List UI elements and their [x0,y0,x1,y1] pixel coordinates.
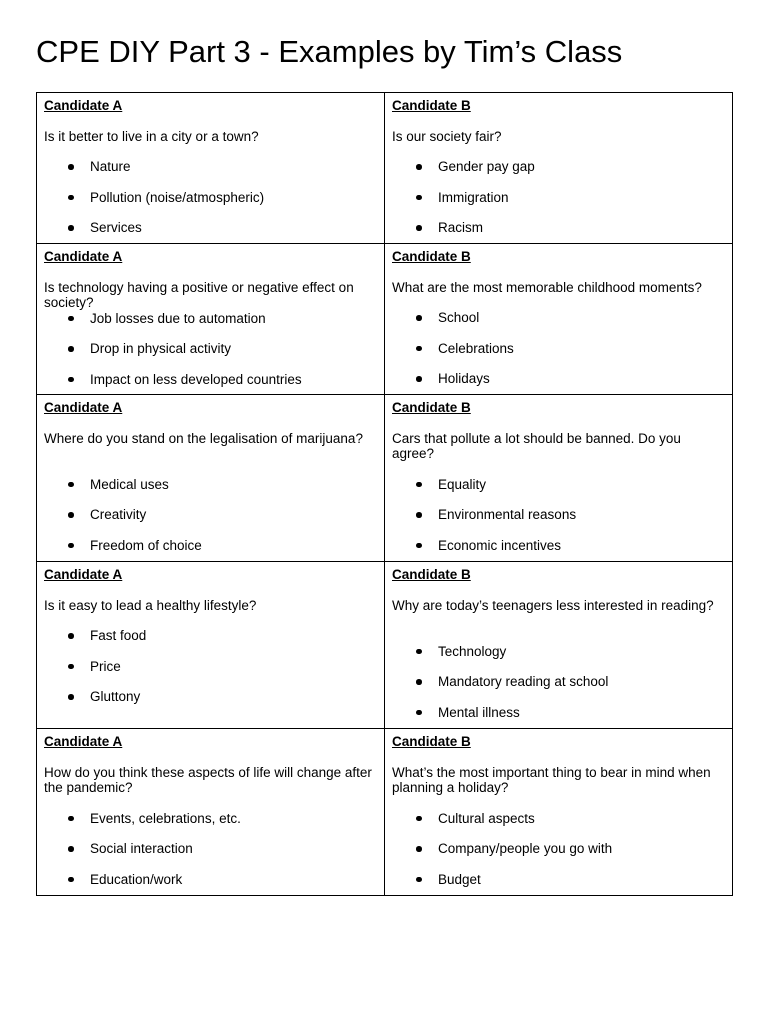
list-item-text: Celebrations [438,340,514,356]
candidate-a-cell [37,244,385,395]
bullet-icon [68,694,74,700]
candidate-b-cell [385,562,733,729]
list-item [392,538,724,554]
list-item-text: Fast food [90,628,147,643]
list-item [392,674,724,690]
bullet-list [392,159,724,236]
bullet-icon [416,877,422,883]
list-item [392,310,724,326]
bullet-list [44,811,376,888]
candidate-b-cell [385,244,733,395]
list-item [44,341,376,357]
list-item-text: Nature [90,159,131,174]
list-item-text: Technology [438,643,507,659]
bullet-list [392,310,724,387]
candidate-label: Candidate A [44,567,123,582]
candidate-label: Candidate B [392,98,471,113]
question-text: What are the most memorable childhood moments? [392,279,702,295]
bullet-list [392,477,724,554]
list-item [44,159,376,175]
list-item-text: Drop in physical activity [90,341,232,356]
bullet-icon [416,225,422,231]
list-item [44,811,376,827]
bullet-icon [416,846,422,852]
bullet-icon [416,346,422,352]
candidate-a-cell [37,562,385,729]
list-item-text: Gender pay gap [438,159,535,174]
candidate-label: Candidate B [392,567,471,582]
candidate-a-cell [37,729,385,896]
bullet-icon [416,512,422,518]
list-item [44,659,376,675]
list-item-text: Economic incentives [438,537,562,553]
table-row [37,395,733,562]
bullet-list [44,477,376,554]
bullet-icon [68,816,74,822]
bullet-icon [68,482,74,488]
table-row [37,562,733,729]
list-item-text: Events, celebrations, etc. [90,810,241,826]
list-item-text: Pollution (noise/atmospheric) [90,189,265,205]
list-item [392,220,724,236]
list-item [44,841,376,857]
bullet-icon [68,164,74,170]
bullet-icon [416,315,422,321]
list-item-text: Creativity [90,507,147,522]
list-item-text: Job losses due to automation [90,310,266,326]
candidate-label: Candidate A [44,400,123,415]
list-item-text: School [438,310,480,325]
list-item [44,538,376,554]
list-item [392,159,724,175]
list-item [44,220,376,236]
bullet-list [44,311,376,388]
list-item [44,477,376,493]
list-item-text: Medical uses [90,476,169,492]
question-text: Why are today’s teenagers less interested in reading? [392,597,714,613]
list-item-text: Environmental reasons [438,507,577,522]
bullet-icon [68,877,74,883]
list-item-text: Freedom of choice [90,537,202,553]
topics-table [36,92,733,896]
list-item [392,811,724,827]
list-item [44,372,376,388]
candidate-label: Candidate B [392,400,471,415]
bullet-list [392,811,724,888]
list-item-text: Racism [438,220,484,235]
bullet-list [392,644,724,721]
list-item [392,872,724,888]
candidate-label: Candidate A [44,734,123,749]
bullet-icon [416,710,422,716]
list-item-text: Education/work [90,871,183,887]
list-item-text: Company/people you go with [438,841,613,856]
list-item-text: Immigration [438,189,509,205]
bullet-icon [68,377,74,383]
bullet-icon [68,225,74,231]
question-text: How do you think these aspects of life will change after the pandemic? [44,764,372,795]
list-item [44,311,376,327]
candidate-label: Candidate B [392,249,471,264]
bullet-icon [416,482,422,488]
list-item-text: Cultural aspects [438,810,535,826]
list-item-text: Price [90,658,121,674]
bullet-icon [68,664,74,670]
bullet-list [44,159,376,236]
list-item [392,841,724,857]
question-text: Is it better to live in a city or a town? [44,128,259,144]
bullet-icon [68,316,74,322]
candidate-label: Candidate A [44,98,123,113]
list-item-text: Holidays [438,371,490,386]
question-text: Where do you stand on the legalisation of marijuana? [44,430,363,446]
list-item [44,190,376,206]
list-item [392,477,724,493]
bullet-icon [416,816,422,822]
candidate-a-cell [37,93,385,244]
candidate-b-cell [385,729,733,896]
list-item [392,705,724,721]
question-text: What’s the most important thing to bear in mind when planning a holiday? [392,764,711,795]
list-item [44,689,376,705]
bullet-icon [68,633,74,639]
bullet-icon [68,512,74,518]
bullet-icon [416,543,422,549]
list-item [392,507,724,523]
bullet-icon [68,346,74,352]
list-item [44,872,376,888]
list-item [392,371,724,387]
bullet-icon [416,649,422,655]
candidate-label: Candidate A [44,249,123,264]
candidate-label: Candidate B [392,734,471,749]
list-item-text: Mandatory reading at school [438,674,609,689]
table-row [37,93,733,244]
list-item [392,644,724,660]
list-item-text: Equality [438,476,487,492]
bullet-list [44,628,376,705]
bullet-icon [68,846,74,852]
list-item-text: Social interaction [90,841,193,856]
table-row [37,244,733,395]
list-item [392,341,724,357]
list-item-text: Gluttony [90,689,141,704]
list-item-text: Budget [438,871,481,887]
bullet-icon [68,195,74,201]
list-item-text: Mental illness [438,704,520,720]
bullet-icon [416,679,422,685]
bullet-icon [416,195,422,201]
bullet-icon [416,376,422,382]
question-text: Is our society fair? [392,128,502,144]
question-text: Cars that pollute a lot should be banned. Do you agree? [392,430,681,461]
candidate-b-cell [385,93,733,244]
bullet-icon [68,543,74,549]
list-item [392,190,724,206]
table-row [37,729,733,896]
bullet-icon [416,164,422,170]
candidate-b-cell [385,395,733,562]
list-item [44,628,376,644]
question-text: Is it easy to lead a healthy lifestyle? [44,597,257,613]
list-item [44,507,376,523]
question-text: Is technology having a positive or negative effect on society? [44,279,354,310]
candidate-a-cell [37,395,385,562]
page-title: CPE DIY Part 3 - Examples by Tim’s Class [36,34,623,69]
list-item-text: Services [90,220,142,235]
list-item-text: Impact on less developed countries [90,371,302,387]
